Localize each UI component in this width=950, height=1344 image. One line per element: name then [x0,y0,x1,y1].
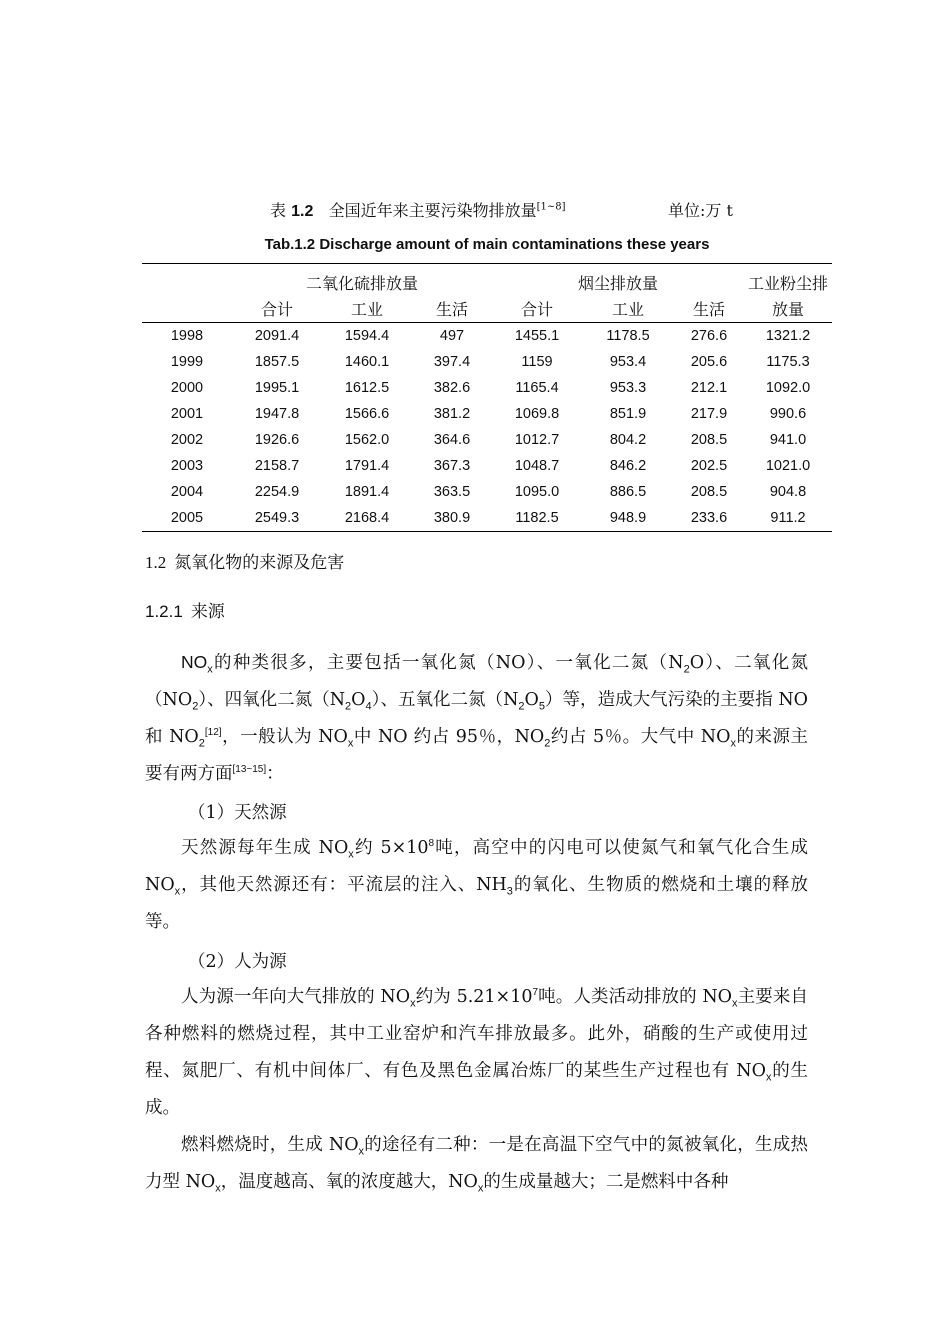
value-cell: 846.2 [609,458,647,474]
value-cell: 367.3 [433,458,471,474]
value-cell: 911.2 [744,505,832,532]
header-dust: 工业粉尘排 [744,264,832,295]
value-cell: 364.6 [433,432,471,448]
table-row [142,349,832,375]
value-cell: 1178.5 [606,328,650,344]
value-cell: 953.3 [609,380,647,396]
value-cell: 1791.4 [344,458,390,474]
subheader: 合计 [492,294,582,323]
value-cell: 1175.3 [766,354,810,370]
value-cell: 202.5 [690,458,728,474]
year-cell: 2003 [170,458,204,474]
paragraph-natural-source: 天然源每年生成 $NO_x$约 $5\times 10^8$吨，高空中的闪电可以使氮气和氧气化合生成 $NO_x$，其他天然源还有：平流层的注入、$NH_3$的氧化、生物质的燃烧和土壤的释放等。 [145,838,808,932]
subheader: 工业 [582,294,674,323]
value-cell: 1857.5 [254,354,300,370]
value-cell: 804.2 [609,432,647,448]
value-cell: 1612.5 [344,380,390,396]
value-cell: 217.9 [690,406,728,422]
value-cell: 953.4 [609,354,647,370]
value-cell: 941.0 [769,432,807,448]
table-row [142,323,832,350]
value-cell: 2254.9 [254,484,300,500]
value-cell: 2549.3 [232,505,322,532]
value-cell: 1995.1 [254,380,300,396]
header-so2: 二氧化硫排放量 [232,264,492,295]
value-cell: 1947.8 [254,406,300,422]
value-cell: 208.5 [690,484,728,500]
value-cell: 2158.7 [254,458,300,474]
year-cell: 1999 [170,354,204,370]
table-row [142,401,832,427]
value-cell: 1455.1 [514,328,560,344]
subheader: 生活 [412,294,492,323]
value-cell: 1460.1 [344,354,390,370]
value-cell: 1159 [521,354,553,370]
value-cell: 397.4 [433,354,471,370]
value-cell: 1095.0 [514,484,560,500]
subheader: 工业 [322,294,412,323]
value-cell: 886.5 [609,484,647,500]
table-row [142,453,832,479]
table-caption-cn-title: 表 1.2 全国近年来主要污染物排放量[1~8] [270,201,566,220]
header-soot: 烟尘排放量 [492,264,744,295]
table-caption-en: Tab.1.2 Discharge amount of main contaminations these years [264,236,710,253]
value-cell: 208.5 [690,432,728,448]
subheader: 生活 [674,294,744,323]
table-header-row [142,264,832,295]
value-cell: 205.6 [690,354,728,370]
value-cell: 382.6 [433,380,471,396]
subsection-heading: 1.2.1 来源 [145,602,225,622]
paragraph-nox-types: $NO_x$的种类很多，主要包括一氧化氮（NO）、一氧化二氮$(N_2O)$、二氧化氮$(NO_2)$、四氧化二氮$(N_2O_4)$、五氧化二氮$(N_2O_5)$等，造成大气污染的主要指 NO 和 $NO_2[12]$，一般认为 $NO_x$中 NO 约占 95％，$NO_2$约占 5％。大气中 $NO_x$的来源主要有两方面[13~15]： [145,652,808,784]
value-cell: 212.1 [690,380,728,396]
year-cell: 2001 [170,406,204,422]
table-subheader-row [142,294,832,323]
table-row [142,427,832,453]
year-cell: 2004 [170,484,204,500]
value-cell: 1594.4 [344,328,390,344]
value-cell: 1321.2 [765,328,811,344]
value-cell: 948.9 [582,505,674,532]
value-cell: 276.6 [690,328,728,344]
value-cell: 1092.0 [765,380,811,396]
value-cell: 904.8 [769,484,807,500]
subheader: 合计 [232,294,322,323]
value-cell: 1891.4 [344,484,390,500]
value-cell: 1926.6 [254,432,300,448]
value-cell: 497 [439,328,465,344]
value-cell: 1182.5 [492,505,582,532]
value-cell: 381.2 [433,406,471,422]
paragraph-combustion: 燃料燃烧时，生成 $NO_x$的途径有二种：一是在高温下空气中的氮被氧化，生成热力型 $NO_x$，温度越高、氧的浓度越大，$NO_x$的生成量越大；二是燃料中各种 [145,1135,808,1195]
table-row [142,479,832,505]
table-body [142,323,832,532]
table-unit: 单位:万 t [668,201,733,220]
value-cell: 363.5 [433,484,471,500]
value-cell: 851.9 [609,406,647,422]
heading-human-source: （2）人为源 [188,952,287,972]
table-row [142,375,832,401]
subheader: 放量 [744,294,832,323]
value-cell: 1562.0 [344,432,390,448]
heading-natural-source: （1）天然源 [188,803,287,823]
section-heading: 1.2 氮氧化物的来源及危害 [145,553,345,573]
emissions-table [142,263,832,532]
year-cell: 2002 [170,432,204,448]
table-row [142,505,832,532]
value-cell: 1048.7 [514,458,560,474]
value-cell: 1012.7 [514,432,560,448]
value-cell: 2091.4 [254,328,300,344]
year-cell: 2000 [170,380,204,396]
paragraph-human-source: 人为源一年向大气排放的 $NO_x$约为 $5.21\times 10^7$吨。人类活动排放的 $NO_x$主要来自各种燃料的燃烧过程，其中工业窑炉和汽车排放最多。此外，硝酸的生产或使用过程、氮肥厂、有机中间体厂、有色及黑色金属冶炼厂的某些生产过程也有 $NO_x$的生成。 [145,987,808,1118]
value-cell: 1069.8 [514,406,560,422]
value-cell: 1566.6 [344,406,390,422]
value-cell: 233.6 [674,505,744,532]
value-cell: 2168.4 [322,505,412,532]
value-cell: 1021.0 [765,458,811,474]
value-cell: 1165.4 [515,380,559,396]
value-cell: 990.6 [769,406,807,422]
value-cell: 380.9 [412,505,492,532]
year-cell: 2005 [142,505,232,532]
year-cell: 1998 [170,328,204,344]
